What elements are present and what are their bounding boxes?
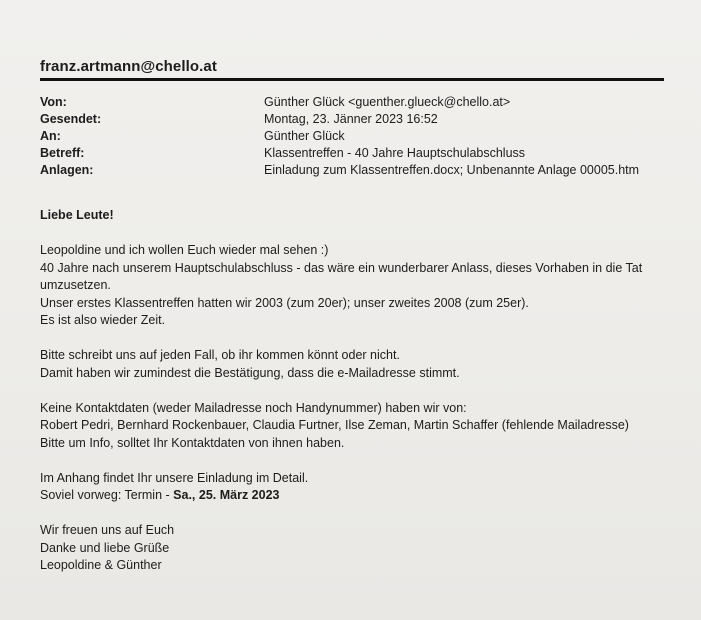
- header-value-to: Günther Glück: [264, 129, 345, 143]
- header-row-attachments: [40, 162, 680, 179]
- header-row-sent: [40, 111, 680, 128]
- event-date: Sa., 25. März 2023: [173, 488, 280, 502]
- header-value-sent: Montag, 23. Jänner 2023 16:52: [264, 112, 438, 126]
- body-line: Bitte um Info, solltet Ihr Kontaktdaten von ihnen haben.: [40, 435, 345, 450]
- header-label-from: Von:: [40, 95, 67, 109]
- paragraph-gap: [40, 225, 660, 243]
- event-date-prefix: Soviel vorweg: Termin -: [40, 488, 174, 502]
- header-label-attachments: Anlagen:: [40, 163, 94, 177]
- header-divider: [40, 78, 664, 81]
- header-value-from: Günther Glück <guenther.glueck@chello.at>: [264, 95, 511, 109]
- paragraph-gap: [40, 452, 660, 470]
- header-label-sent: Gesendet:: [40, 112, 102, 126]
- header-row-to: [40, 128, 680, 145]
- paragraph-gap: [40, 505, 660, 523]
- greeting-text: Liebe Leute!: [40, 208, 114, 222]
- header-row-subject: [40, 145, 680, 162]
- paragraph-gap: [40, 382, 660, 400]
- body-line: Robert Pedri, Bernhard Rockenbauer, Claudia Furtner, Ilse Zeman, Martin Schaffer (fehlende Mailadresse): [40, 418, 629, 432]
- body-line: Es ist also wieder Zeit.: [40, 313, 166, 327]
- body-line: Im Anhang findet Ihr unsere Einladung im Detail.: [40, 470, 309, 485]
- header-label-to: An:: [40, 129, 61, 143]
- body-line: Damit haben wir zumindest die Bestätigung, dass die e-Mailadresse stimmt.: [40, 365, 460, 380]
- paragraph-gap: [40, 330, 660, 348]
- signature: Leopoldine & Günther: [40, 558, 162, 572]
- header-value-subject: Klassentreffen - 40 Jahre Hauptschulabschluss: [264, 146, 526, 160]
- sender-address: franz.artmann@chello.at: [40, 58, 217, 75]
- header-label-subject: Betreff:: [40, 146, 85, 160]
- body-line: Keine Kontaktdaten (weder Mailadresse noch Handynummer) haben wir von:: [40, 400, 467, 415]
- closing-line: Danke und liebe Grüße: [40, 540, 170, 555]
- body-line: Leopoldine und ich wollen Euch wieder mal sehen :): [40, 243, 329, 257]
- email-header-block: [40, 94, 680, 179]
- body-line: 40 Jahre nach unserem Hauptschulabschluss - das wäre ein wunderbarer Anlass, dieses Vorhaben in die Tat: [40, 260, 643, 275]
- body-line: umzusetzen.: [40, 278, 111, 292]
- email-body: [40, 207, 660, 575]
- header-value-attachments: Einladung zum Klassentreffen.docx; Unbenannte Anlage 00005.htm: [264, 163, 640, 177]
- closing-line: Wir freuen uns auf Euch: [40, 523, 175, 537]
- event-date-line: [40, 487, 660, 505]
- body-line: Bitte schreibt uns auf jeden Fall, ob ihr kommen könnt oder nicht.: [40, 348, 400, 362]
- header-row-from: [40, 94, 680, 111]
- greeting: [40, 207, 660, 225]
- body-line: Unser erstes Klassentreffen hatten wir 2003 (zum 20er); unser zweites 2008 (zum 25er).: [40, 295, 529, 310]
